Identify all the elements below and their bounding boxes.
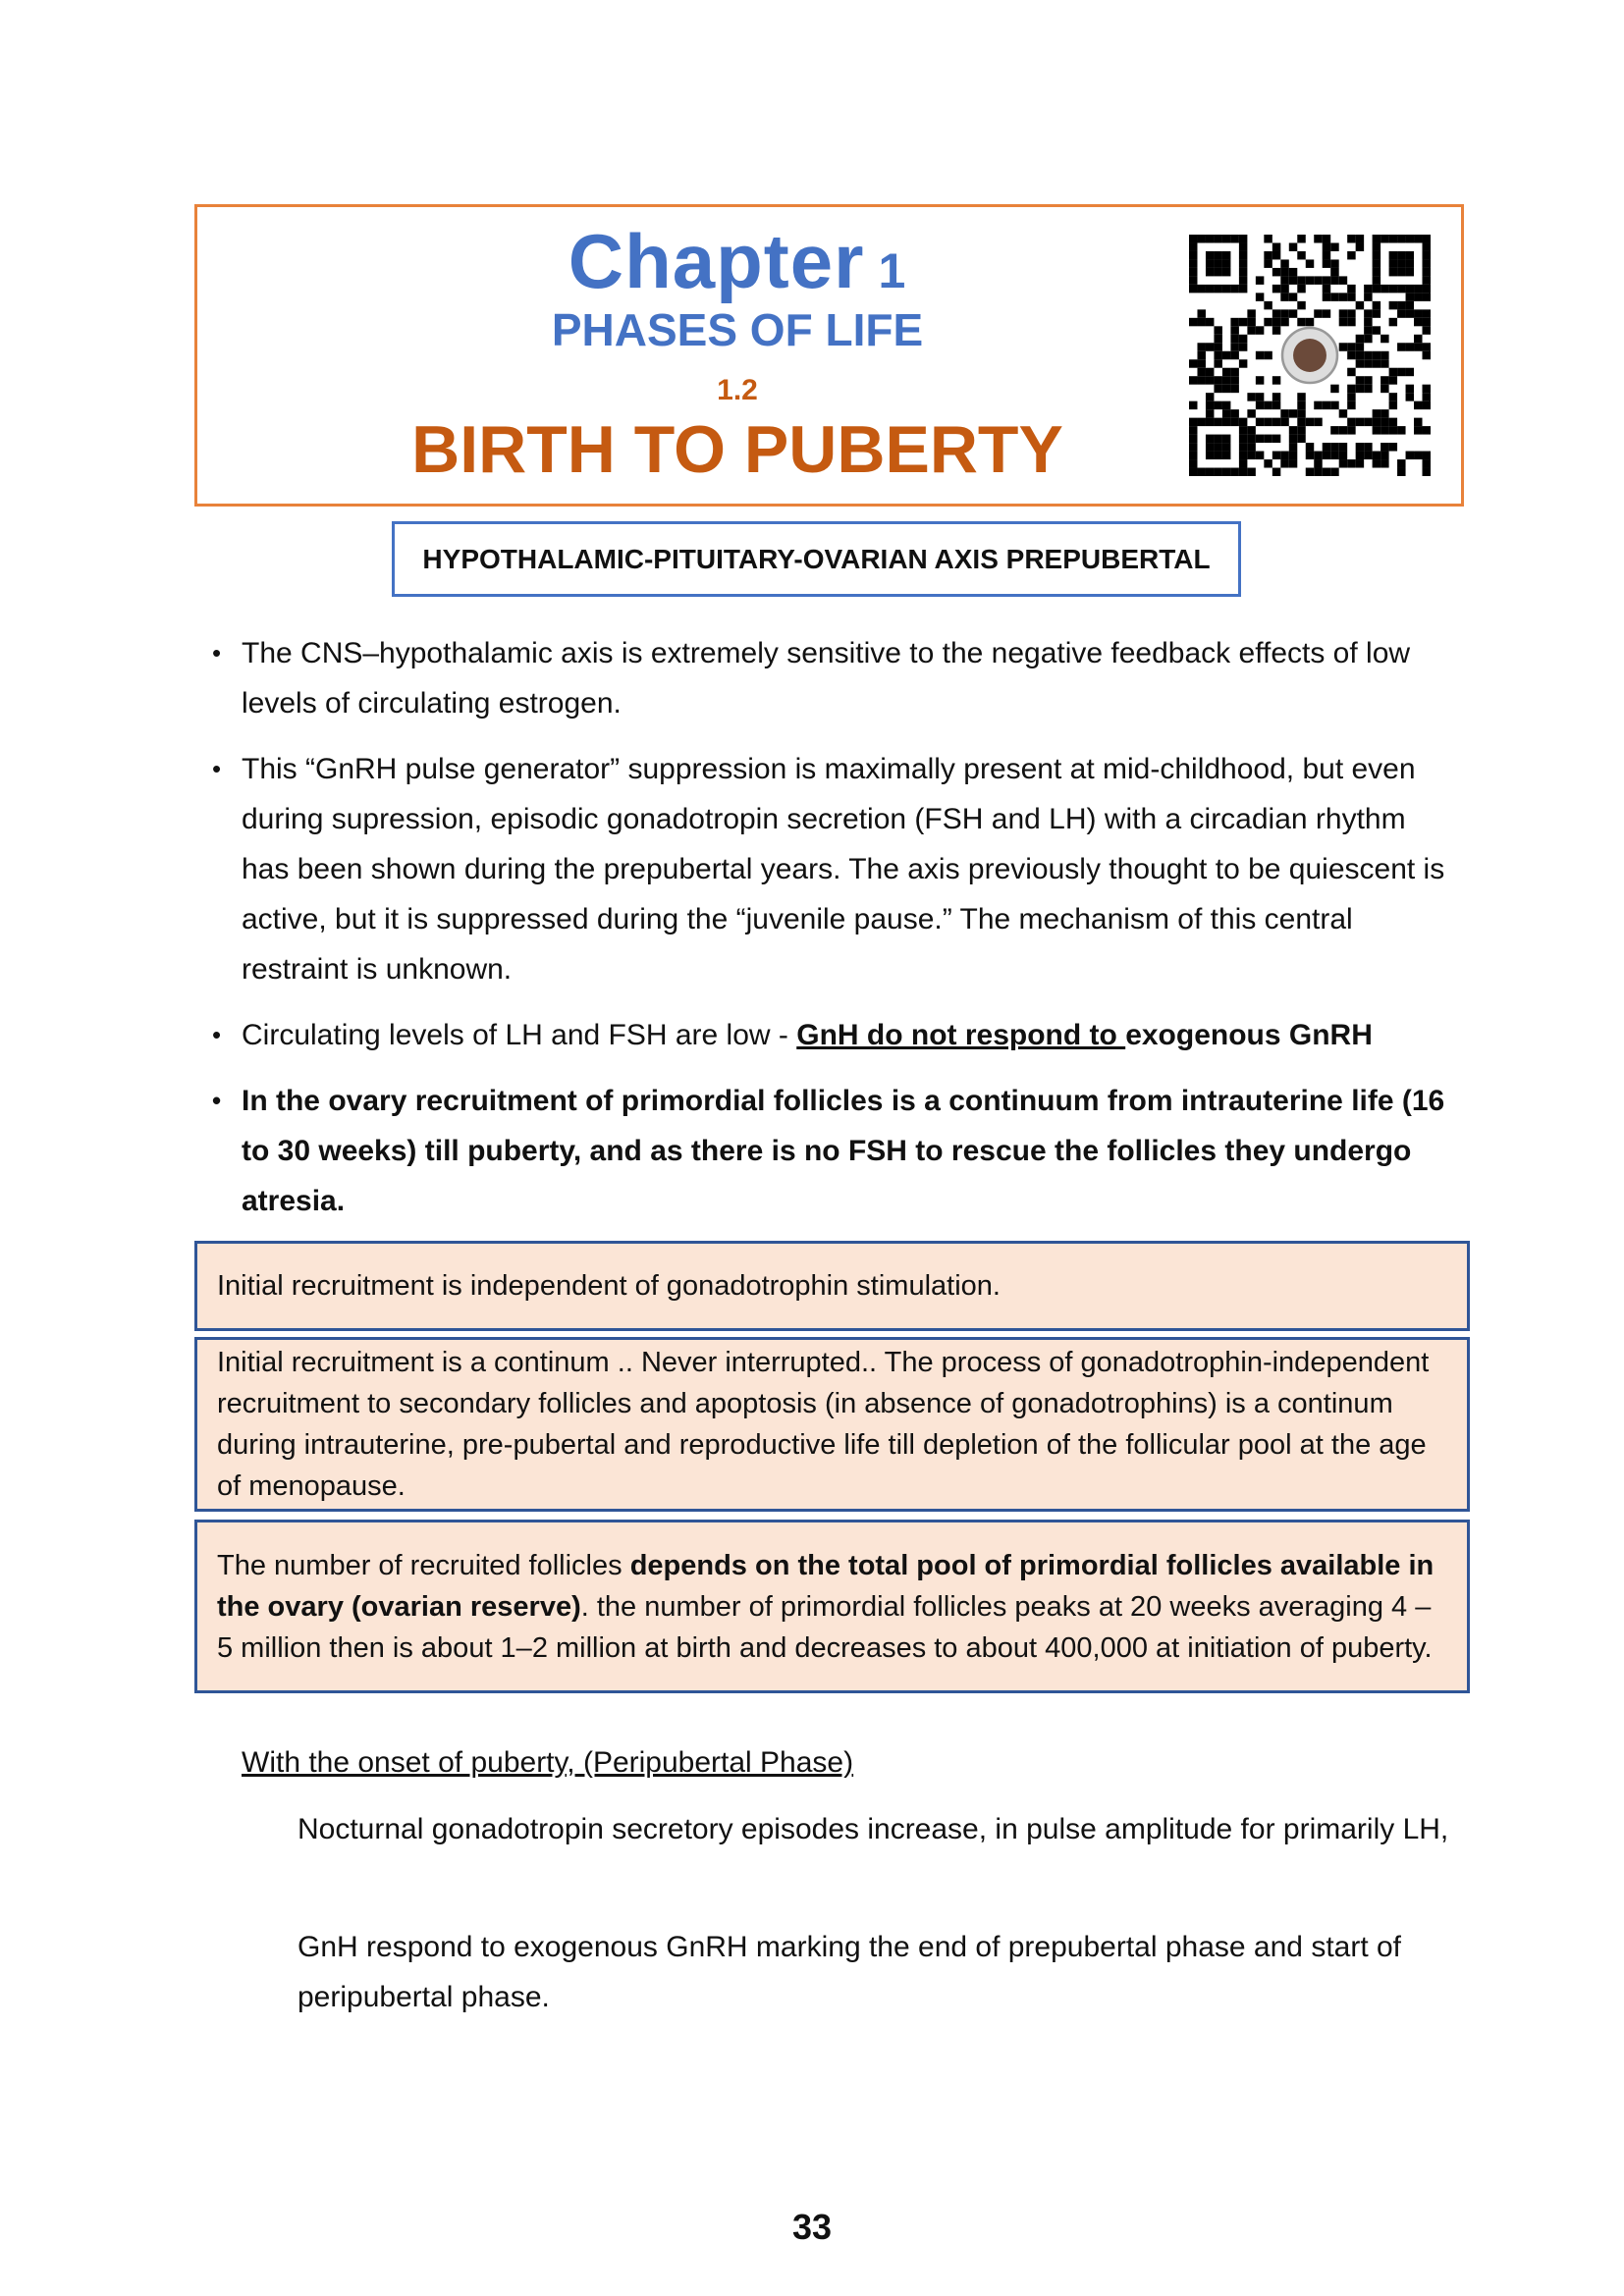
info-box: [194, 1337, 1470, 1512]
qr-code-icon: [1189, 229, 1431, 482]
page-number: 33: [791, 2207, 833, 2247]
bullet-item: • This “GnRH pulse generator” suppression is maximally present at mid-childhood, but even during supression, episodic gonadotropin secretion (FSH and LH) with a circadian rhythm has been shown during the prepubertal years. The axis previously thought to be quiescent is active, but it is suppressed during the “juvenile pause.” The mechanism of this central restraint is unknown.: [214, 744, 1451, 994]
chapter-header: [194, 204, 1464, 507]
info-box: [194, 1241, 1470, 1331]
bullet-underlined-text: GnH do not respond to: [796, 1019, 1126, 1051]
bullet-list: [214, 628, 1451, 1242]
chapter-word: Chapter: [568, 218, 865, 304]
peripubertal-paragraph: GnH respond to exogenous GnRH marking the end of prepubertal phase and start of peripubertal phase.: [298, 1931, 1402, 2013]
part-title: PHASES OF LIFE: [551, 304, 924, 355]
bullet-text: Circulating levels of LH and FSH are low -: [242, 1019, 797, 1051]
info-box: [194, 1520, 1470, 1693]
chapter-number: 1: [878, 243, 907, 298]
section-title: BIRTH TO PUBERTY: [411, 412, 1063, 487]
bullet-item: • In the ovary recruitment of primordial follicles is a continuum from intrauterine life (16 to 30 weeks) till puberty, and as there is no FSH to rescue the follicles they undergo atresia.: [214, 1076, 1451, 1226]
info-bold-text: depends on the total pool of primordial follicles available in the ovary (ovarian reserve): [217, 1549, 1435, 1623]
peripubertal-heading: With the onset of puberty, (Peripubertal Phase): [242, 1746, 854, 1779]
peripubertal-paragraph: Nocturnal gonadotropin secretory episodes increase, in pulse amplitude for primarily LH,: [298, 1813, 1449, 1845]
info-box-text: Initial recruitment is independent of gonadotrophin stimulation.: [217, 1270, 1001, 1302]
info-box-text: [217, 1545, 1447, 1669]
section-number: 1.2: [717, 374, 758, 406]
chapter-title: [197, 217, 1277, 306]
bullet-item: • The CNS–hypothalamic axis is extremely sensitive to the negative feedback effects of low levels of circulating estrogen.: [214, 628, 1451, 728]
bullet-item: [214, 1010, 1451, 1060]
info-box-text: Initial recruitment is a continum .. Never interrupted.. The process of gonadotrophin-independent recruitment to secondary follicles and apoptosis (in absence of gonadotrophins) is a continum during intrauterine, pre-pubertal and reproductive life till depletion of the follicular pool at the age of menopause.: [217, 1347, 1430, 1502]
info-text: The number of recruited follicles: [217, 1549, 630, 1581]
info-text: . the number of primordial follicles peaks at 20 weeks averaging 4 – 5 million then is about 1–2 million at birth and decreases to about 400,000 at initiation of puberty.: [217, 1590, 1433, 1664]
subheading: HYPOTHALAMIC-PITUITARY-OVARIAN AXIS PREPUBERTAL: [392, 521, 1241, 597]
bullet-bold-text: exogenous GnRH: [1125, 1019, 1373, 1051]
